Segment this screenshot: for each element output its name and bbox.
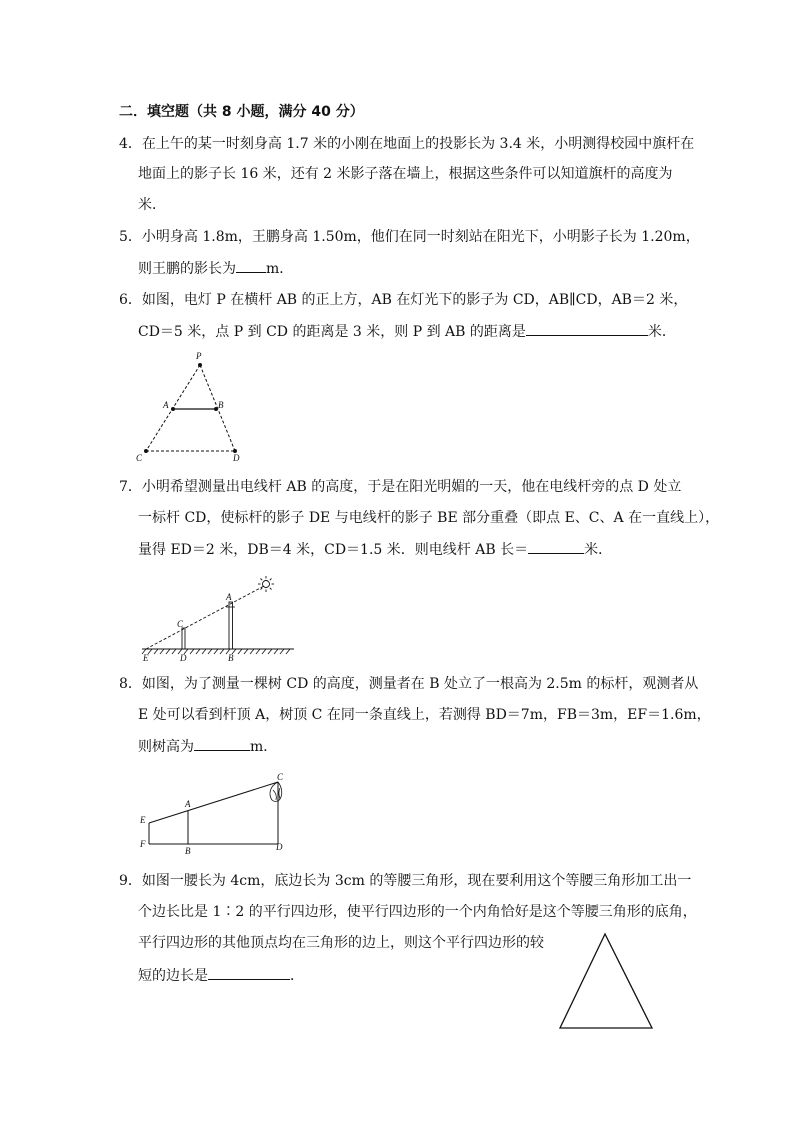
question-5-line-2 bbox=[138, 258, 293, 279]
question-text: CD＝5 米，点 P 到 CD 的距离是 3 米，则 P 到 AB 的距离是 bbox=[138, 324, 526, 340]
label-e: E bbox=[143, 653, 149, 663]
question-7-line-1 bbox=[119, 477, 681, 497]
question-4-line-1 bbox=[119, 134, 694, 154]
question-text: 如图一腰长为 4cm，底边长为 3cm 的等腰三角形，现在要利用这个等腰三角形加工出一 bbox=[141, 873, 692, 889]
question-text: ． bbox=[290, 968, 304, 984]
question-9-line-2: 个边长比是 1∶2 的平行四边形，使平行四边形的一个内角恰好是这个等腰三角形的底角， bbox=[138, 904, 697, 920]
question-text: 如图，电灯 P 在横杆 AB 的正上方，AB 在灯光下的影子为 CD，AB∥CD，AB＝2 米， bbox=[141, 292, 688, 308]
question-4-line-2: 地面上的影子长 16 米，还有 2 米影子落在墙上，根据这些条件可以知道旗杆的高度为 bbox=[138, 166, 673, 182]
question-6-figure bbox=[130, 348, 250, 472]
question-8-line-1 bbox=[119, 674, 698, 694]
question-text: 米． bbox=[584, 542, 613, 558]
question-text: m． bbox=[266, 261, 294, 277]
question-number: 4． bbox=[119, 136, 142, 152]
question-6-line-2 bbox=[138, 321, 676, 342]
question-9-line-4 bbox=[138, 965, 304, 986]
question-number: 5． bbox=[119, 229, 142, 245]
section-heading: 二．填空题（共 8 小题，满分 40 分） bbox=[119, 104, 364, 120]
question-6-line-1 bbox=[119, 290, 687, 310]
label-d: D bbox=[276, 842, 283, 852]
label-a: A bbox=[163, 400, 169, 410]
question-text: 在上午的某一时刻身高 1.7 米的小刚在地面上的投影长为 3.4 米，小明测得校园中旗杆在 bbox=[141, 136, 695, 152]
answer-blank[interactable] bbox=[236, 258, 266, 273]
label-b: B bbox=[185, 846, 191, 856]
question-number: 6． bbox=[119, 292, 142, 308]
label-c: C bbox=[177, 619, 184, 629]
label-b: B bbox=[218, 400, 224, 410]
answer-blank[interactable] bbox=[526, 321, 648, 336]
question-number: 8． bbox=[119, 676, 142, 692]
question-number: 7． bbox=[119, 479, 142, 495]
question-text: 短的边长是 bbox=[138, 968, 208, 984]
question-text: 小明身高 1.8m，王鹏身高 1.50m，他们在同一时刻站在阳光下，小明影子长为 1.20m， bbox=[141, 229, 700, 245]
label-b: B bbox=[228, 653, 234, 663]
question-7-figure bbox=[138, 572, 298, 668]
sun-icon bbox=[258, 576, 274, 592]
label-e: E bbox=[140, 815, 146, 825]
question-text: 量得 ED＝2 米，DB＝4 米，CD＝1.5 米．则电线杆 AB 长＝ bbox=[138, 542, 529, 558]
answer-blank[interactable] bbox=[194, 736, 250, 751]
question-text: 如图，为了测量一棵树 CD 的高度，测量者在 B 处立了一根高为 2.5m 的标杆，观测者从 bbox=[141, 676, 699, 692]
question-8-figure bbox=[136, 768, 296, 864]
question-8-line-2: E 处可以看到杆顶 A，树顶 C 在同一条直线上，若测得 BD＝7m，FB＝3m，EF＝1.6m， bbox=[138, 707, 711, 723]
answer-blank[interactable] bbox=[208, 965, 290, 980]
question-9-figure bbox=[555, 930, 659, 1038]
label-a: A bbox=[185, 799, 191, 809]
question-text: 则树高为 bbox=[138, 739, 194, 755]
question-9-line-3: 平行四边形的其他顶点均在三角形的边上，则这个平行四边形的较 bbox=[138, 935, 544, 951]
question-7-line-3 bbox=[138, 539, 612, 560]
label-f: F bbox=[140, 839, 146, 849]
question-4-line-3: 米． bbox=[138, 197, 166, 213]
label-d: D bbox=[233, 453, 240, 463]
question-text: 米． bbox=[647, 324, 676, 340]
label-p: P bbox=[196, 351, 202, 361]
label-d: D bbox=[180, 653, 187, 663]
question-5-line-1 bbox=[119, 227, 700, 247]
question-number: 9． bbox=[119, 873, 142, 889]
question-9-line-1 bbox=[119, 871, 691, 891]
tree-icon bbox=[270, 782, 282, 801]
question-text: m． bbox=[250, 739, 278, 755]
answer-blank[interactable] bbox=[528, 539, 584, 554]
label-c: C bbox=[136, 453, 143, 463]
label-c: C bbox=[277, 772, 284, 782]
question-text: 则王鹏的影长为 bbox=[138, 261, 236, 277]
question-text: 小明希望测量出电线杆 AB 的高度，于是在阳光明媚的一天，他在电线杆旁的点 D 处立 bbox=[141, 479, 682, 495]
label-a: A bbox=[226, 592, 232, 602]
question-7-line-2: 一标杆 CD，使标杆的影子 DE 与电线杆的影子 BE 部分重叠（即点 E、C、A 在一直线上）， bbox=[138, 510, 720, 526]
question-8-line-3 bbox=[138, 736, 277, 757]
